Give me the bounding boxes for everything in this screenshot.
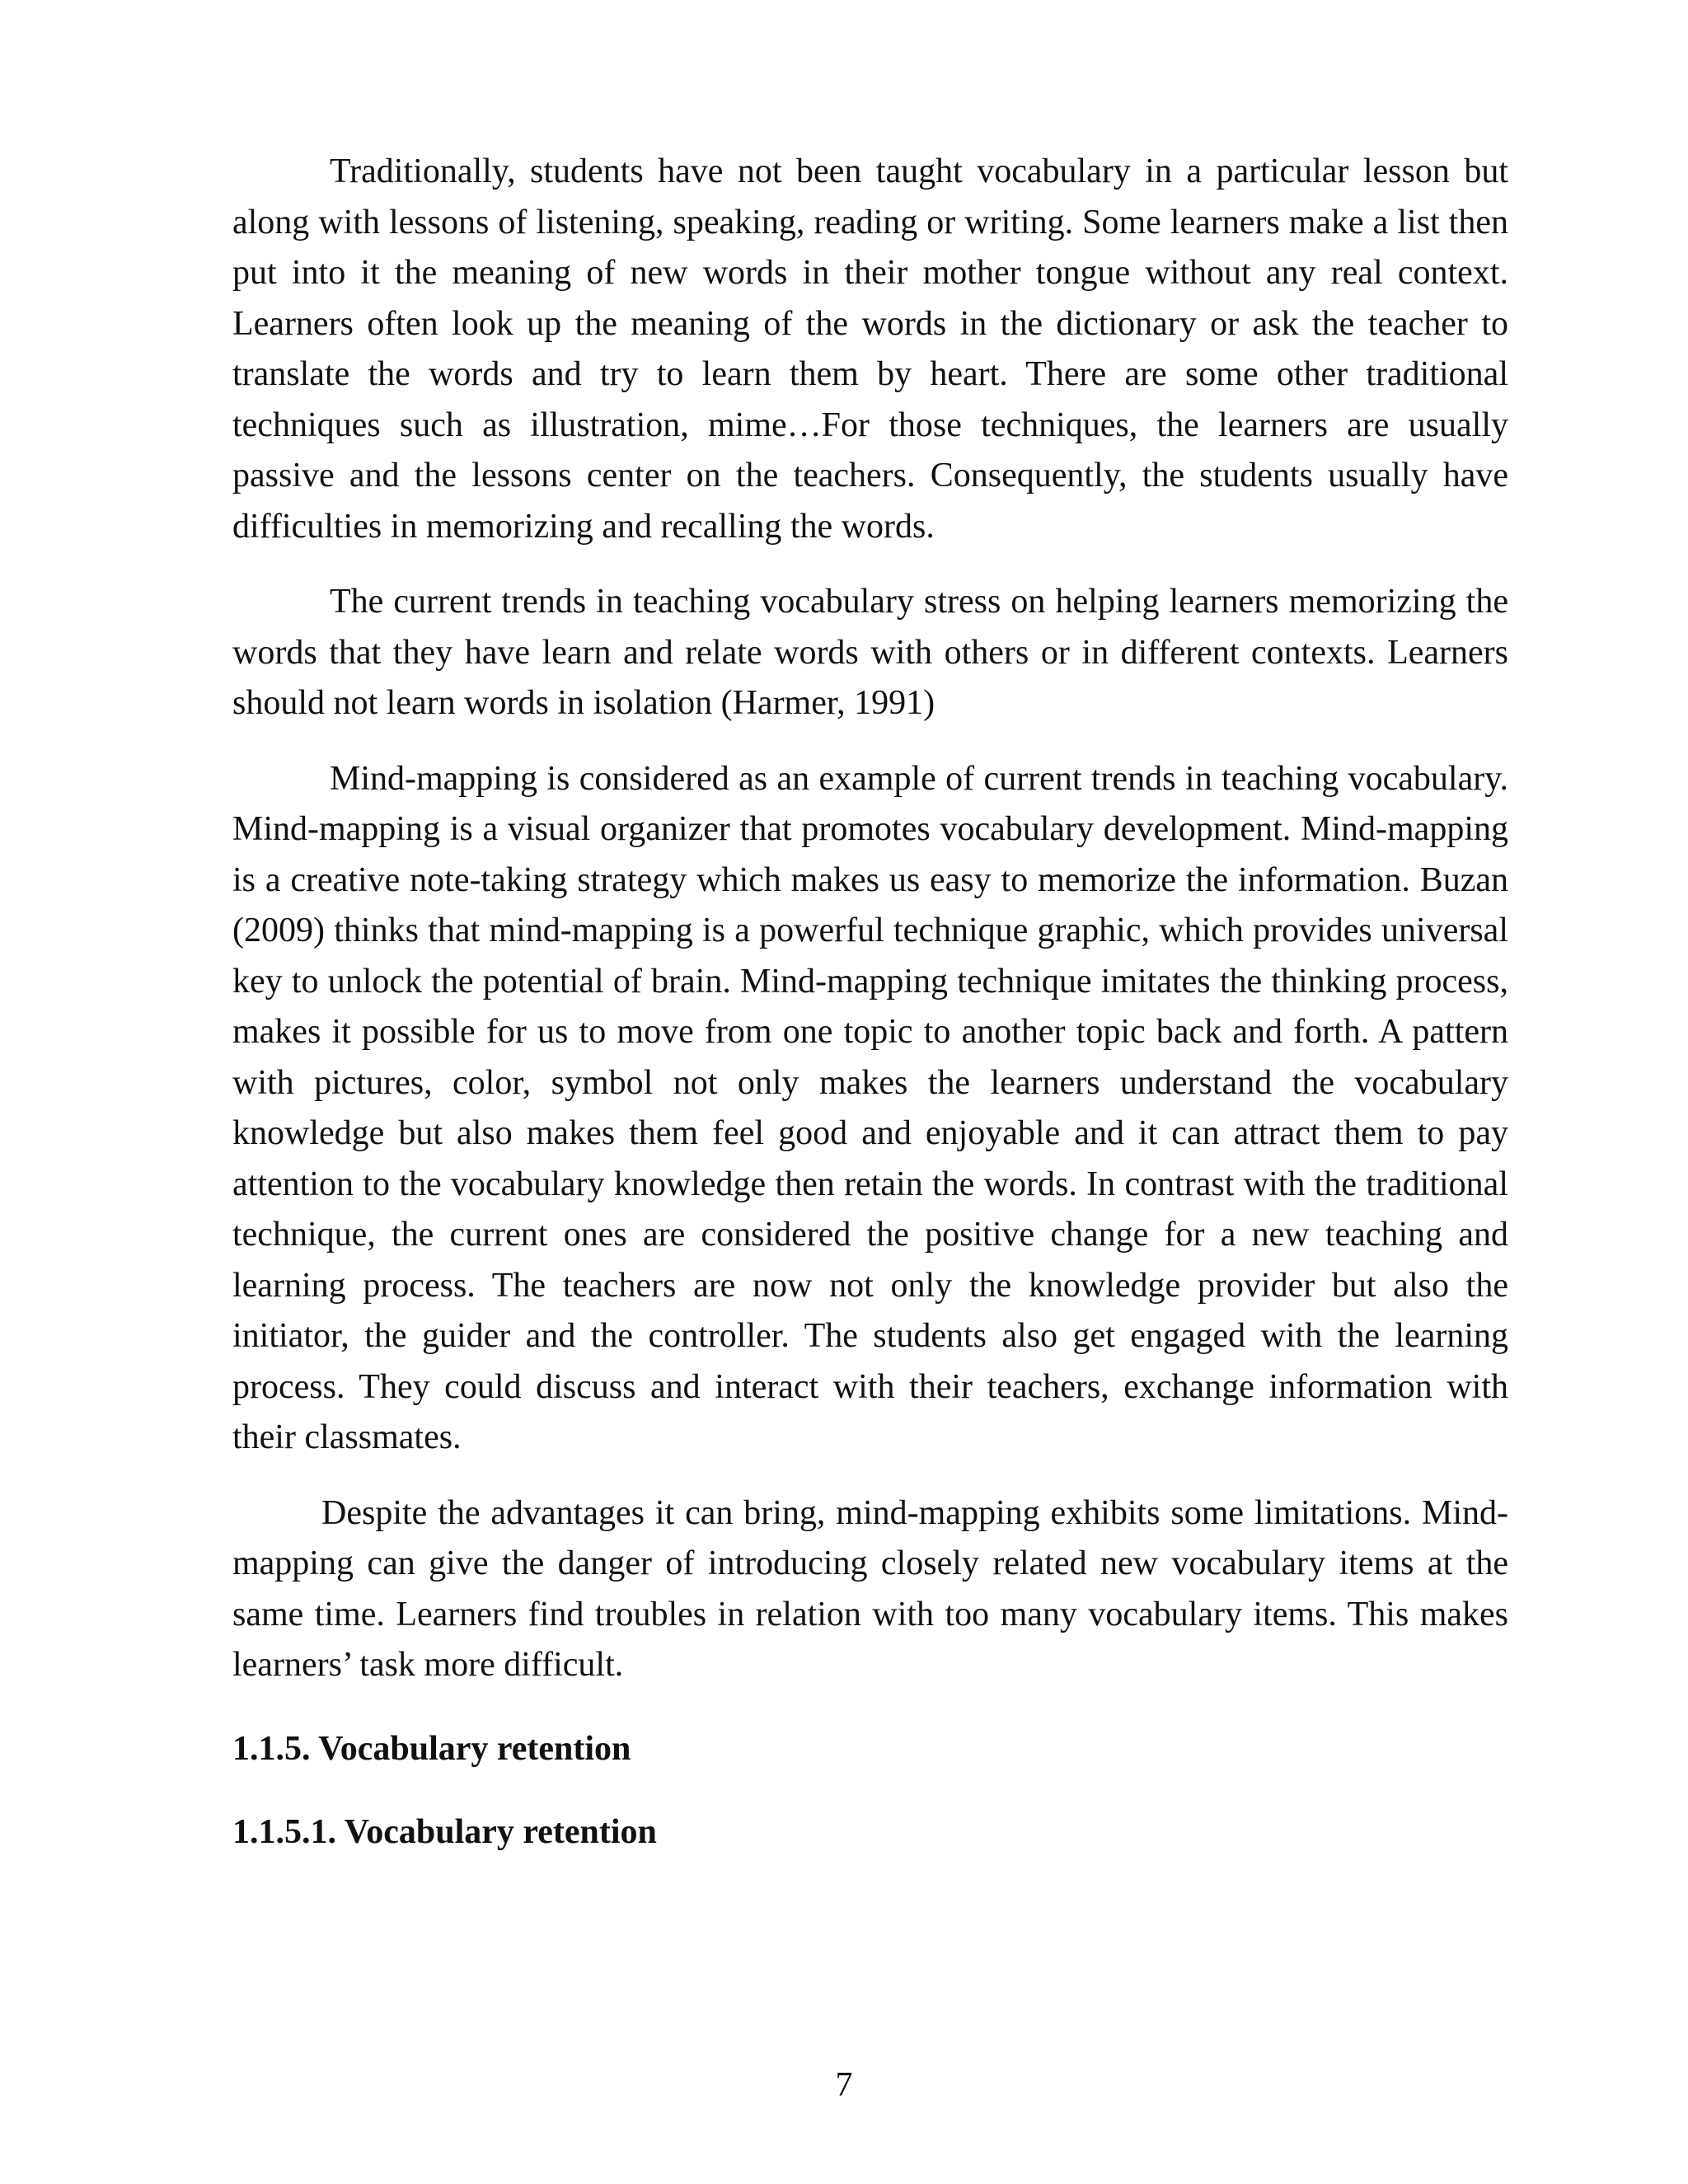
subsection-heading-vocabulary-retention: 1.1.5.1. Vocabulary retention [232,1813,657,1851]
paragraph-traditional-techniques: Traditionally, students have not been taught vocabulary in a particular lesson but along with lessons of listening, speaking, reading or writing. Some learners make a list then put into it the meaning of new words in their mother tongue without any real context. Learners often look up the meaning of the words in the dictionary or ask the teacher to translate the words and try to learn them by heart. There are some other traditional techniques such as illustration, mime…For those techniques, the learners are usually passive and the lessons center on the teachers. Consequently, the students usually have difficulties in memorizing and recalling the words. [232,152,1508,546]
section-heading-vocabulary-retention: 1.1.5. Vocabulary retention [232,1729,631,1768]
paragraph-mind-mapping: Mind-mapping is considered as an example of current trends in teaching vocabulary. Mind-mapping is a visual organizer that promotes vocabulary development. Mind-mapping is a creative note-taking strategy which makes us easy to memorize the information. Buzan (2009) thinks that mind-mapping is a powerful technique graphic, which provides universal key to unlock the potential of brain. Mind-mapping technique imitates the thinking process, makes it possible for us to move from one topic to another topic back and forth. A pattern with pictures, color, symbol not only makes the learners understand the vocabulary knowledge but also makes them feel good and enjoyable and it can attract them to pay attention to the vocabulary knowledge then retain the words. In contrast with the traditional technique, the current ones are considered the positive change for a new teaching and learning process. The teachers are now not only the knowledge provider but also the initiator, the guider and the controller. The students also get engaged with the learning process. They could discuss and interact with their teachers, exchange information with their classmates. [232,759,1508,1456]
paragraph-current-trends: The current trends in teaching vocabulary stress on helping learners memorizing the words that they have learn and relate words with others or in different contexts. Learners should not learn words in isolation (Harmer, 1991) [232,583,1508,722]
page-body [232,147,1508,1858]
paragraph-limitations: Despite the advantages it can bring, mind-mapping exhibits some limitations. Mind-mapping can give the danger of introducing closely related new vocabulary items at the same time. Learners find troubles in relation with too many vocabulary items. This makes learners’ task more difficult. [232,1493,1508,1684]
page-number: 7 [835,2066,853,2104]
